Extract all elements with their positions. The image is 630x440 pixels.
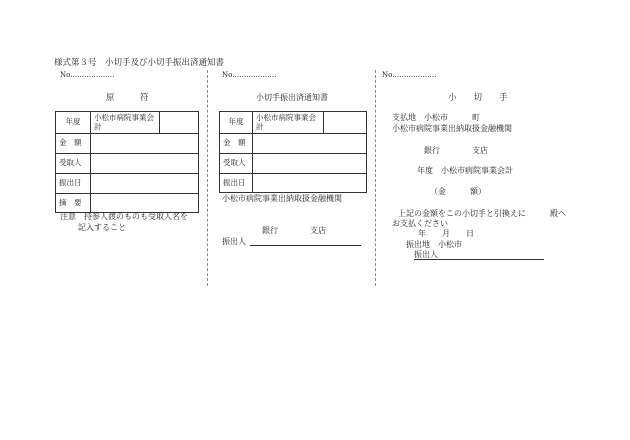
- right-divider: [375, 70, 376, 286]
- left-row-field: [91, 154, 199, 174]
- middle-bank-org: 小松市病院事業出納取扱金融機関: [222, 194, 342, 203]
- middle-drawer-label: 振出人: [222, 237, 246, 246]
- middle-row-label: 振出日: [220, 174, 253, 193]
- right-date: 年 月 日: [418, 229, 474, 238]
- middle-row-label: 金 額: [220, 134, 253, 154]
- left-row-label: 振出日: [56, 174, 91, 194]
- right-drawer-label: 振出人: [414, 250, 438, 259]
- middle-nendo-blank: [324, 112, 367, 134]
- right-issue-place: 振出地 小松市: [406, 240, 462, 249]
- left-form-table: [55, 111, 199, 213]
- right-amount: （金 額）: [430, 187, 486, 196]
- left-row-field: [91, 134, 199, 154]
- middle-form-table: [219, 111, 367, 193]
- middle-heading: 小切手振出済通知書: [256, 93, 328, 102]
- middle-number: No.………………: [222, 71, 277, 79]
- right-bank-line: 銀行 支店: [424, 146, 488, 155]
- left-row-label: 受取人: [56, 154, 91, 174]
- middle-row-field: [253, 134, 367, 154]
- left-nendo-blank: [160, 112, 199, 134]
- middle-row-field: [253, 174, 367, 193]
- middle-row-field: [253, 154, 367, 174]
- left-nendo-label: 年度: [56, 112, 91, 134]
- left-row-label: 金 額: [56, 134, 91, 154]
- left-row-field: [91, 174, 199, 194]
- right-pay-text2: お支払ください: [392, 219, 448, 228]
- left-heading: 原 符: [106, 93, 149, 103]
- middle-drawer-line: [250, 245, 361, 246]
- right-drawer-line: [414, 259, 544, 260]
- middle-bank-line: 銀行 支店: [262, 226, 326, 235]
- left-note-line2: 記入すること: [78, 223, 126, 232]
- right-number: No.………………: [382, 71, 437, 79]
- left-row-field: [91, 194, 199, 213]
- right-bank-org: 小松市病院事業出納取扱金融機関: [392, 124, 512, 133]
- right-account: 年度 小松市病院事業会計: [417, 166, 513, 175]
- left-nendo-value: 小松市病院事業会計: [91, 112, 160, 134]
- middle-row-label: 受取人: [220, 154, 253, 174]
- left-divider: [207, 70, 208, 286]
- middle-nendo-value: 小松市病院事業会計: [253, 112, 324, 134]
- left-row-label: 摘 要: [56, 194, 91, 213]
- form-title: 様式第３号 小切手及び小切手振出済通知書: [54, 58, 225, 68]
- right-heading: 小 切 手: [448, 93, 508, 103]
- left-number: No.………………: [60, 71, 115, 79]
- middle-nendo-label: 年度: [220, 112, 253, 134]
- left-note-line1: 注意 持参人渡のものも受取人名を: [60, 212, 188, 221]
- right-pay-place: 支払地 小松市 町: [392, 113, 480, 122]
- right-pay-text1: 上記の金額をこの小切手と引換えに 殿へ: [398, 209, 566, 218]
